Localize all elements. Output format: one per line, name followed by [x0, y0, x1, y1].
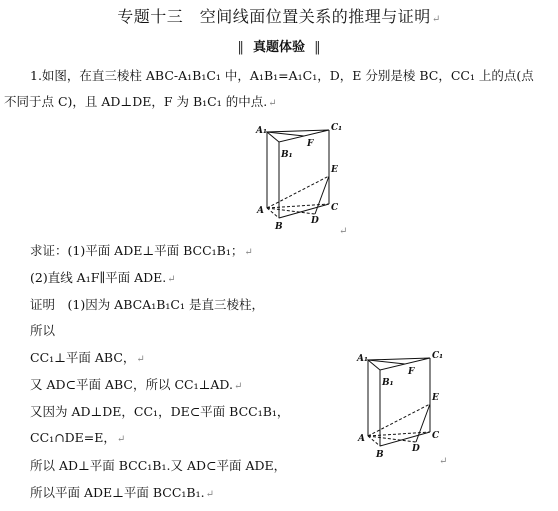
- proof-line-1: 证明 (1)因为 ABCA₁B₁C₁ 是直三棱柱，: [30, 297, 264, 312]
- proof-line-7: 所以 AD⊥平面 BCC₁B₁.又 AD⊂平面 ADE，: [30, 458, 287, 473]
- label-C: C: [331, 203, 339, 213]
- label-C1: C₁: [432, 351, 444, 361]
- proof-line-6: CC₁∩DE=E，↵: [30, 430, 126, 445]
- label-E: E: [432, 393, 439, 403]
- problem-line-1: 1.如图，在直三棱柱 ABC-A₁B₁C₁ 中，A₁B₁=A₁C₁，D，E 分别是棱 BC，CC₁ 上的点(点: [30, 68, 534, 83]
- label-C1: C₁: [331, 123, 343, 133]
- label-A1: A₁: [256, 126, 267, 136]
- prove-line-1: 求证：(1)平面 ADE⊥平面 BCC₁B₁；↵: [30, 243, 253, 258]
- label-B1: B₁: [281, 150, 293, 160]
- problem-line-2: 不同于点 C)，且 AD⊥DE，F 为 B₁C₁ 的中点.↵: [4, 94, 277, 109]
- label-F: F: [307, 139, 314, 149]
- proof-line-8: 所以平面 ADE⊥平面 BCC₁B₁.↵: [30, 485, 214, 500]
- prism-figure-1: [255, 122, 355, 234]
- prove-line-2: (2)直线 A₁F∥平面 ADE.↵: [30, 270, 176, 285]
- proof-line-2: 所以: [30, 323, 56, 338]
- label-A1: A₁: [357, 354, 368, 364]
- label-A: A: [358, 434, 365, 444]
- label-D: D: [412, 444, 420, 454]
- label-F: F: [408, 367, 415, 377]
- banner-right-bar: ‖: [314, 40, 321, 55]
- proof-line-4: 又 AD⊂平面 ABC，所以 CC₁⊥AD.↵: [30, 377, 243, 392]
- label-D: D: [311, 216, 319, 226]
- label-E: E: [331, 165, 338, 175]
- label-B1: B₁: [382, 378, 394, 388]
- label-B: B: [275, 222, 283, 232]
- label-A: A: [257, 206, 264, 216]
- proof-line-3: CC₁⊥平面 ABC，↵: [30, 350, 145, 365]
- proof-line-5: 又因为 AD⊥DE，CC₁，DE⊂平面 BCC₁B₁，: [30, 404, 290, 419]
- section-banner: [0, 36, 558, 55]
- prism-figure-2: [356, 350, 456, 462]
- banner-left-bar: ‖: [237, 40, 244, 55]
- page-title: 专题十三 空间线面位置关系的推理与证明↵: [117, 7, 441, 26]
- banner-text: 真题体验: [252, 40, 305, 55]
- label-B: B: [376, 450, 384, 460]
- paragraph-mark: ↵: [431, 14, 441, 25]
- label-C: C: [432, 431, 440, 441]
